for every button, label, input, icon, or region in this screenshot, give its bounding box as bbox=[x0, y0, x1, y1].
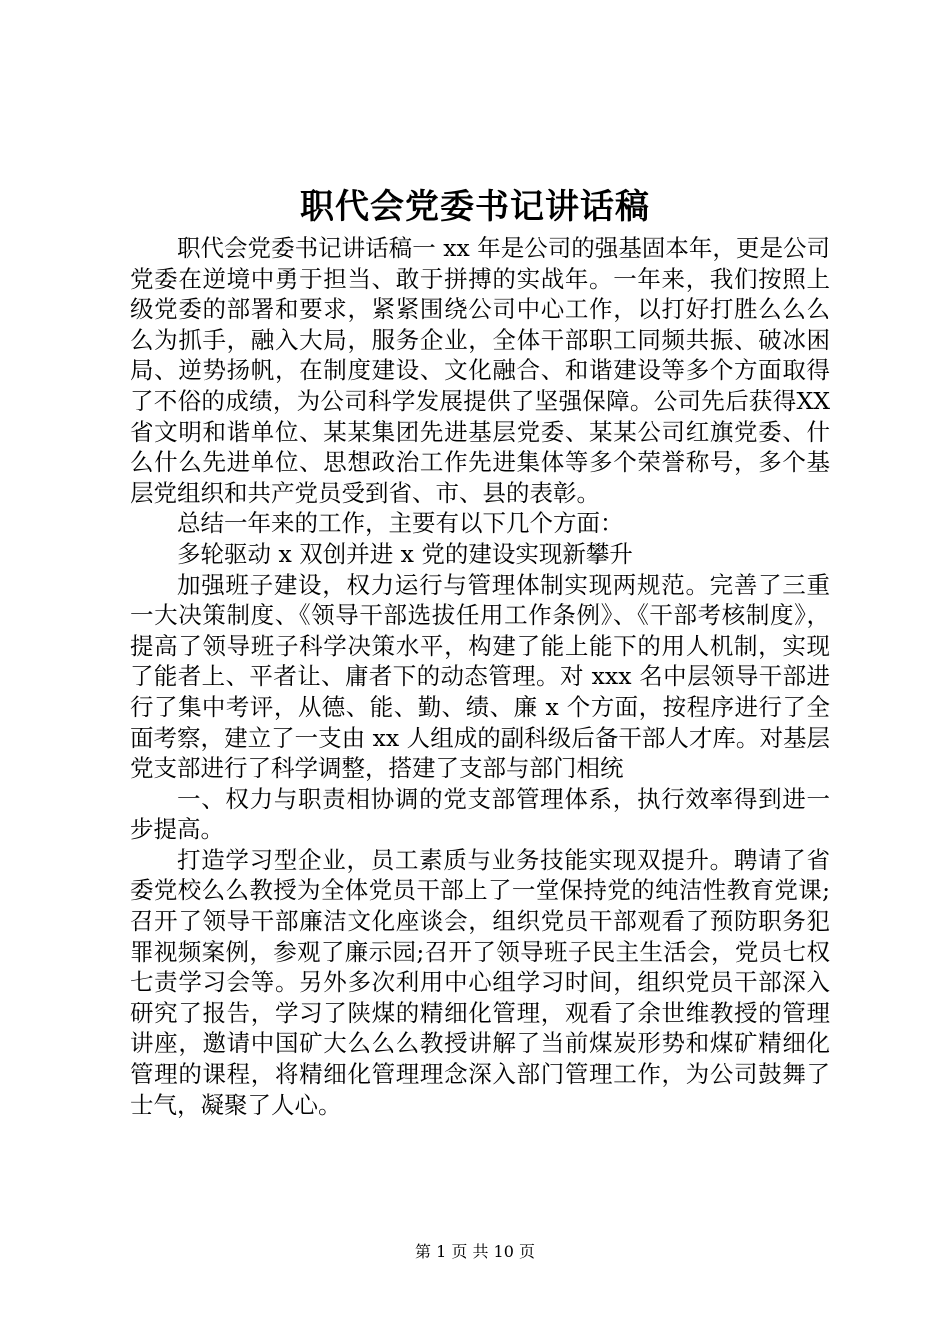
paragraph-summary-lead: 总结一年来的工作，主要有以下几个方面： bbox=[177, 509, 624, 538]
paragraph-team-building: 加强班子建设，权力运行与管理体制实现两规范。完善了三重一大决策制度、《领导干部选拔任用工作条例》、《干部考核制度》，提高了领导班子科学决策水平，构建了能上能下的用人机制，实现了能者上、平者让、庸者下的动态管理。对 xxx 名中层领导干部进行了集中考评，从德、能、勤、绩、廉 x 个方面，按程序进行了全面考察，建立了一支由 xx 人组成的副科级后备干部人才库。对基层党支部进行了科学调整，搭建了支部与部门相统 bbox=[130, 570, 830, 783]
page-footer: 第 1 页 共 10 页 bbox=[415, 1242, 535, 1261]
paragraph-intro: 职代会党委书记讲话稿一 xx 年是公司的强基固本年，更是公司党委在逆境中勇于担当、敢于拼搏的实战年。一年来，我们按照上级党委的部署和要求，紧紧围绕公司中心工作，以打好打胜么么么么为抓手，融入大局，服务企业，全体干部职工同频共振、破冰困局、逆势扬帆，在制度建设、文化融合、和谐建设等多个方面取得了不俗的成绩，为公司科学发展提供了坚强保障。公司先后获得XX省文明和谐单位、某某集团先进基层党委、某某公司红旗党委、什么什么先进单位、思想政治工作先进集体等多个荣誉称号，多个基层党组织和共产党员受到省、市、县的表彰。 bbox=[130, 234, 830, 507]
document-body bbox=[130, 233, 830, 1120]
section-heading: 多轮驱动 x 双创并进 x 党的建设实现新攀升 bbox=[177, 539, 633, 568]
paragraph-learning: 打造学习型企业，员工素质与业务技能实现双提升。聘请了省委党校么么教授为全体党员干部上了一堂保持党的纯洁性教育党课;召开了领导干部廉洁文化座谈会，组织党员干部观看了预防职务犯罪视频案例，参观了廉示园;召开了领导班子民主生活会，党员七权七责学习会等。另外多次利用中心组学习时间，组织党员干部深入研究了报告，学习了陕煤的精细化管理，观看了余世维教授的管理讲座，邀请中国矿大么么么教授讲解了当前煤炭形势和煤矿精细化管理的课程，将精细化管理理念深入部门管理工作，为公司鼓舞了士气，凝聚了人心。 bbox=[130, 845, 830, 1119]
document-title: 职代会党委书记讲话稿 bbox=[300, 187, 650, 227]
paragraph-party-branch: 一、权力与职责相协调的党支部管理体系，执行效率得到进一步提高。 bbox=[130, 784, 830, 844]
